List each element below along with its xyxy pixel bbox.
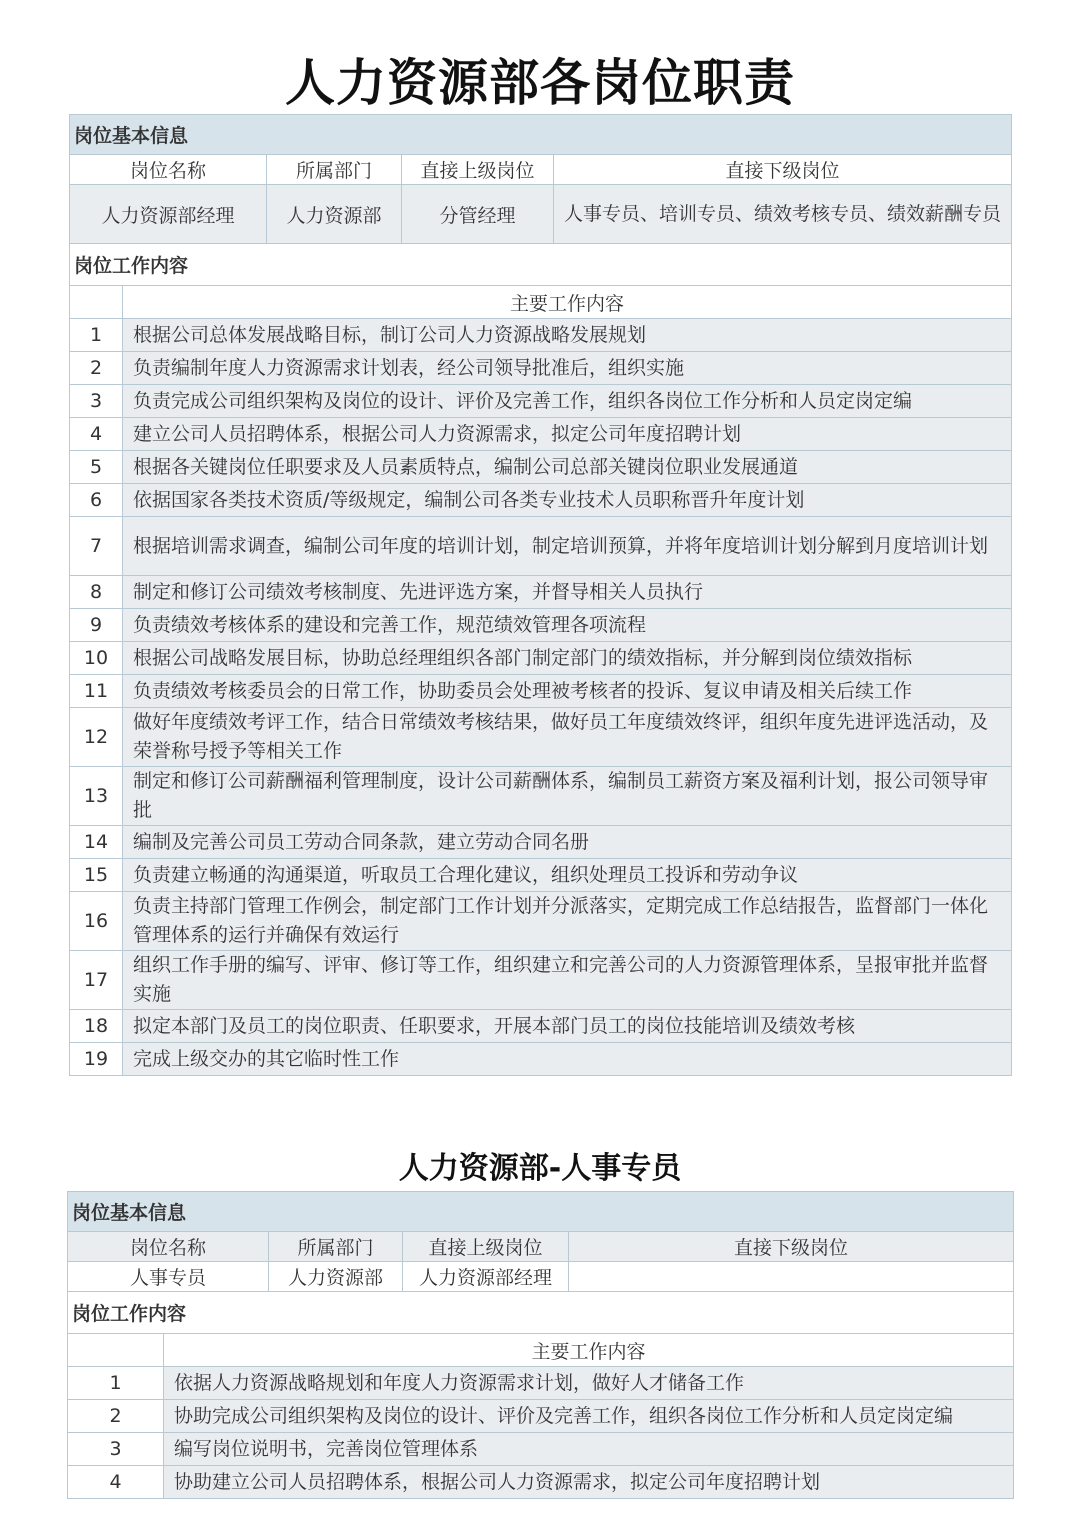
section-title: 人力资源部-人事专员 bbox=[398, 1151, 682, 1186]
item-number: 18 bbox=[70, 1010, 123, 1043]
subordinate-value: 人事专员、培训专员、绩效考核专员、绩效薪酬专员 bbox=[554, 185, 1012, 244]
item-text: 根据各关键岗位任职要求及人员素质特点，编制公司总部关键岗位职业发展通道 bbox=[123, 451, 1012, 484]
item-text: 组织工作手册的编写、评审、修订等工作，组织建立和完善公司的人力资源管理体系，呈报审批并监督实施 bbox=[123, 951, 1012, 1010]
item-number: 7 bbox=[70, 517, 123, 576]
item-text: 完成上级交办的其它临时性工作 bbox=[123, 1043, 1012, 1076]
department-value: 人力资源部 bbox=[267, 185, 402, 244]
table-row bbox=[68, 1400, 1014, 1433]
table-row bbox=[70, 1043, 1012, 1076]
item-text: 负责建立畅通的沟通渠道，听取员工合理化建议，组织处理员工投诉和劳动争议 bbox=[123, 859, 1012, 892]
department-header: 所属部门 bbox=[269, 1232, 403, 1262]
item-number: 1 bbox=[68, 1367, 164, 1400]
item-text: 负责主持部门管理工作例会，制定部门工作计划并分派落实，定期完成工作总结报告，监督部门一体化管理体系的运行并确保有效运行 bbox=[123, 892, 1012, 951]
work-content-header: 岗位工作内容 bbox=[70, 244, 1012, 286]
main-work-header: 主要工作内容 bbox=[123, 286, 1012, 319]
item-number: 3 bbox=[68, 1433, 164, 1466]
basic-info-header: 岗位基本信息 bbox=[68, 1192, 1014, 1232]
item-text: 制定和修订公司绩效考核制度、先进评选方案，并督导相关人员执行 bbox=[123, 576, 1012, 609]
table-row bbox=[70, 319, 1012, 352]
position-name-header: 岗位名称 bbox=[70, 155, 267, 185]
item-number: 5 bbox=[70, 451, 123, 484]
table-row bbox=[68, 1433, 1014, 1466]
table-row bbox=[70, 826, 1012, 859]
table-row bbox=[70, 352, 1012, 385]
table-row bbox=[70, 642, 1012, 675]
table-row bbox=[70, 451, 1012, 484]
item-text: 协助完成公司组织架构及岗位的设计、评价及完善工作，组织各岗位工作分析和人员定岗定编 bbox=[164, 1400, 1014, 1433]
blank-number-header bbox=[70, 286, 123, 319]
item-number: 14 bbox=[70, 826, 123, 859]
item-number: 13 bbox=[70, 767, 123, 826]
item-text: 编写岗位说明书，完善岗位管理体系 bbox=[164, 1433, 1014, 1466]
item-number: 11 bbox=[70, 675, 123, 708]
table-row bbox=[70, 892, 1012, 951]
superior-header: 直接上级岗位 bbox=[403, 1232, 569, 1262]
item-number: 19 bbox=[70, 1043, 123, 1076]
table-row bbox=[70, 951, 1012, 1010]
item-text: 制定和修订公司薪酬福利管理制度，设计公司薪酬体系，编制员工薪资方案及福利计划，报公司领导审批 bbox=[123, 767, 1012, 826]
main-work-header: 主要工作内容 bbox=[164, 1334, 1014, 1367]
item-text: 建立公司人员招聘体系，根据公司人力资源需求，拟定公司年度招聘计划 bbox=[123, 418, 1012, 451]
position-name-header: 岗位名称 bbox=[68, 1232, 269, 1262]
table-row bbox=[70, 767, 1012, 826]
table-row bbox=[70, 708, 1012, 767]
item-number: 4 bbox=[68, 1466, 164, 1499]
item-number: 16 bbox=[70, 892, 123, 951]
subordinate-header: 直接下级岗位 bbox=[554, 155, 1012, 185]
blank-number-header bbox=[68, 1334, 164, 1367]
item-number: 3 bbox=[70, 385, 123, 418]
item-number: 17 bbox=[70, 951, 123, 1010]
item-text: 根据培训需求调查，编制公司年度的培训计划，制定培训预算，并将年度培训计划分解到月度培训计划 bbox=[123, 517, 1012, 576]
item-text: 编制及完善公司员工劳动合同条款，建立劳动合同名册 bbox=[123, 826, 1012, 859]
item-text: 做好年度绩效考评工作，结合日常绩效考核结果，做好员工年度绩效终评，组织年度先进评选活动，及荣誉称号授予等相关工作 bbox=[123, 708, 1012, 767]
table-row bbox=[70, 1010, 1012, 1043]
item-number: 8 bbox=[70, 576, 123, 609]
item-number: 6 bbox=[70, 484, 123, 517]
item-text: 负责编制年度人力资源需求计划表，经公司领导批准后，组织实施 bbox=[123, 352, 1012, 385]
item-number: 12 bbox=[70, 708, 123, 767]
table-row bbox=[68, 1466, 1014, 1499]
basic-info-header: 岗位基本信息 bbox=[70, 115, 1012, 155]
item-text: 负责绩效考核委员会的日常工作，协助委员会处理被考核者的投诉、复议申请及相关后续工作 bbox=[123, 675, 1012, 708]
table-row bbox=[70, 418, 1012, 451]
item-text: 根据公司战略发展目标，协助总经理组织各部门制定部门的绩效指标，并分解到岗位绩效指标 bbox=[123, 642, 1012, 675]
table-row bbox=[70, 484, 1012, 517]
superior-value: 人力资源部经理 bbox=[403, 1262, 569, 1292]
position-name-value: 人事专员 bbox=[68, 1262, 269, 1292]
item-number: 2 bbox=[70, 352, 123, 385]
item-number: 15 bbox=[70, 859, 123, 892]
superior-value: 分管经理 bbox=[402, 185, 554, 244]
table-row bbox=[70, 517, 1012, 576]
table-row bbox=[68, 1367, 1014, 1400]
item-number: 9 bbox=[70, 609, 123, 642]
item-text: 负责完成公司组织架构及岗位的设计、评价及完善工作，组织各岗位工作分析和人员定岗定编 bbox=[123, 385, 1012, 418]
table-row bbox=[70, 675, 1012, 708]
item-number: 2 bbox=[68, 1400, 164, 1433]
item-number: 4 bbox=[70, 418, 123, 451]
department-header: 所属部门 bbox=[267, 155, 402, 185]
table-row bbox=[70, 859, 1012, 892]
department-value: 人力资源部 bbox=[269, 1262, 403, 1292]
work-content-header: 岗位工作内容 bbox=[68, 1292, 1014, 1334]
item-text: 根据公司总体发展战略目标，制订公司人力资源战略发展规划 bbox=[123, 319, 1012, 352]
table-row bbox=[70, 576, 1012, 609]
subordinate-header: 直接下级岗位 bbox=[569, 1232, 1014, 1262]
position-name-value: 人力资源部经理 bbox=[70, 185, 267, 244]
table-row bbox=[70, 609, 1012, 642]
superior-header: 直接上级岗位 bbox=[402, 155, 554, 185]
table-row bbox=[70, 385, 1012, 418]
page-title: 人力资源部各岗位职责 bbox=[285, 54, 795, 112]
item-number: 10 bbox=[70, 642, 123, 675]
item-text: 依据人力资源战略规划和年度人力资源需求计划，做好人才储备工作 bbox=[164, 1367, 1014, 1400]
item-text: 协助建立公司人员招聘体系，根据公司人力资源需求，拟定公司年度招聘计划 bbox=[164, 1466, 1014, 1499]
item-text: 负责绩效考核体系的建设和完善工作，规范绩效管理各项流程 bbox=[123, 609, 1012, 642]
specialist-duties-table bbox=[67, 1191, 1014, 1499]
item-text: 依据国家各类技术资质/等级规定，编制公司各类专业技术人员职称晋升年度计划 bbox=[123, 484, 1012, 517]
subordinate-value bbox=[569, 1262, 1014, 1292]
item-number: 1 bbox=[70, 319, 123, 352]
manager-duties-table bbox=[69, 114, 1012, 1076]
item-text: 拟定本部门及员工的岗位职责、任职要求，开展本部门员工的岗位技能培训及绩效考核 bbox=[123, 1010, 1012, 1043]
